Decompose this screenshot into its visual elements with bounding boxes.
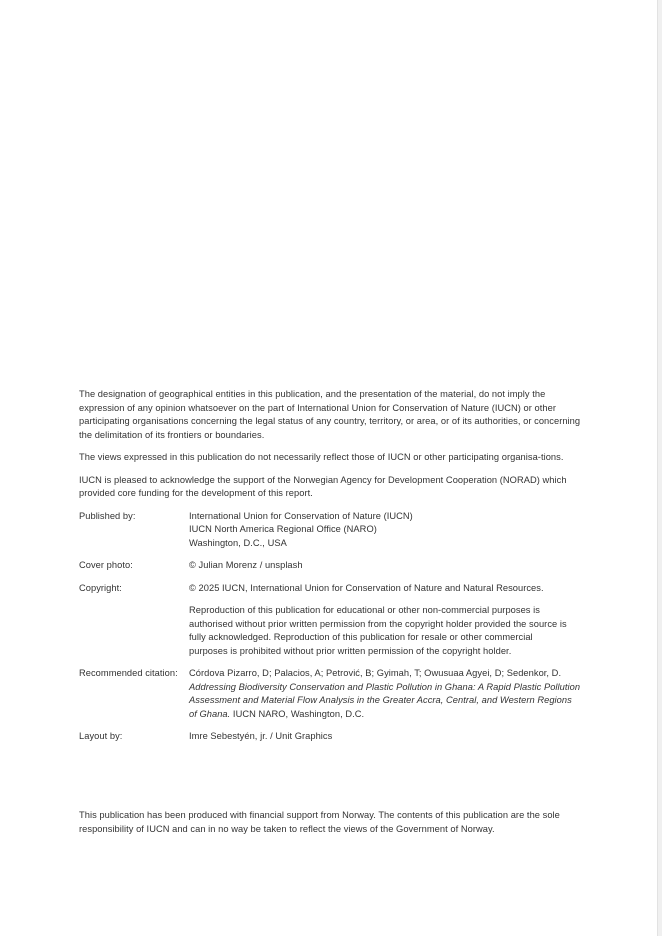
- citation-value: [189, 667, 581, 721]
- published-by-label: Published by:: [79, 510, 136, 521]
- designation-disclaimer: The designation of geographical entities in this publication, and the presentation of the material, do not imply the expression of any opinion whatsoever on the part of International Union for Conservation of Nature (IUCN) or other participating organisations concerning the legal status of any country, territory, or area, or of its authorities, or concerning the delimitation of its frontiers or boundaries.: [79, 389, 581, 440]
- layout-by-value: Imre Sebestyén, jr. / Unit Graphics: [189, 731, 333, 741]
- publisher-line: International Union for Conservation of Nature (IUCN): [189, 510, 413, 521]
- published-by-row: [79, 510, 581, 551]
- copyright-label: Copyright:: [79, 582, 122, 593]
- citation-row: [79, 667, 581, 721]
- reproduction-notice: Reproduction of this publication for educational or other non-commercial purposes is authorised without prior written permission from the copyright holder provided the source is fully acknowledged. Reproduction of this publication for resale or other commercial purposes is prohibited without prior written permission of the copyright holder.: [189, 605, 567, 656]
- publisher-line: Washington, D.C., USA: [189, 537, 287, 548]
- imprint-block: [79, 388, 581, 753]
- citation-label: Recommended citation:: [79, 668, 178, 678]
- citation-authors: Córdova Pizarro, D; Palacios, A; Petrović, B; Gyimah, T; Owusuaa Agyei, D; Sedenkor, D.: [189, 668, 562, 678]
- layout-by-row: [79, 730, 581, 744]
- norad-acknowledgement: IUCN is pleased to acknowledge the support of the Norwegian Agency for Development Cooperation (NORAD) which provided core funding for the development of this report.: [79, 474, 567, 498]
- views-disclaimer: The views expressed in this publication do not necessarily reflect those of IUCN or other participating organisa-tions.: [79, 452, 564, 462]
- publisher-line: IUCN North America Regional Office (NARO): [189, 524, 377, 534]
- copyright-row: [79, 582, 581, 596]
- copyright-value: © 2025 IUCN, International Union for Conservation of Nature and Natural Resources.: [189, 582, 544, 593]
- cover-photo-row: [79, 559, 581, 573]
- funding-statement: This publication has been produced with financial support from Norway. The contents of this publication are the sole responsibility of IUCN and can in no way be taken to reflect the views of the Government of Norway.: [79, 810, 560, 834]
- page-edge: [657, 0, 662, 936]
- citation-publisher: IUCN NARO, Washington, D.C.: [230, 708, 365, 719]
- layout-by-label: Layout by:: [79, 731, 123, 741]
- cover-photo-value: © Julian Morenz / unsplash: [189, 560, 303, 570]
- citation-title: Addressing Biodiversity Conservation and Plastic Pollution in Ghana: A Rapid Plastic Pollution Assessment and Material Flow Analysis in the Greater Accra, Central, and Western Regions of Ghana.: [189, 681, 581, 719]
- cover-photo-label: Cover photo:: [79, 560, 133, 570]
- published-by-value: [189, 510, 581, 551]
